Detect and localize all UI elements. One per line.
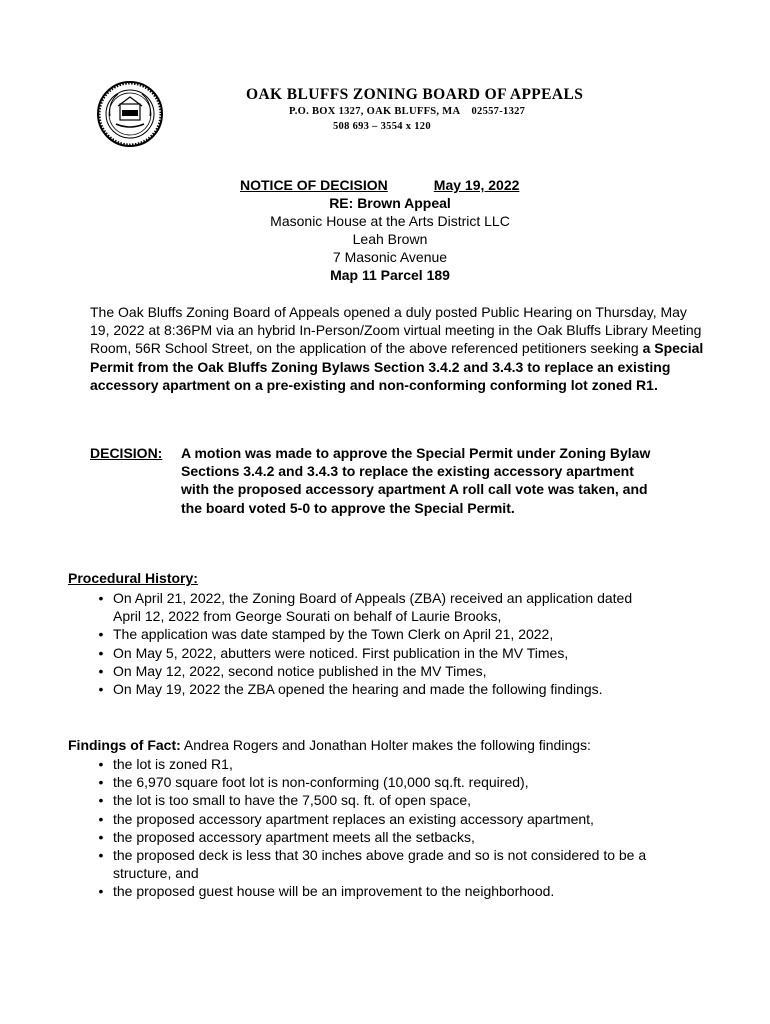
board-phone: 508 693 – 3554 x 120 — [333, 121, 431, 132]
notice-date: May 19, 2022 — [433, 177, 520, 193]
findings-heading: Findings of Fact: — [68, 737, 181, 753]
bullet-icon: • — [98, 590, 104, 606]
intro-paragraph — [90, 303, 710, 394]
list-item-text: On May 12, 2022, second notice published in the MV Times, — [113, 662, 487, 679]
notice-owner: Leah Brown — [352, 231, 428, 247]
bullet-icon: • — [98, 626, 104, 643]
decision-label: DECISION: — [90, 445, 163, 461]
intro-text: The Oak Bluffs Zoning Board of Appeals opened a duly posted Public Hearing on Thursday, May 19, 2022 at 8:36PM via an hybrid In-Person/Zoom virtual meeting in the Oak Bluffs Library Meeting Room, 56R School Street, on the application of the above referenced petitioners seeking — [90, 304, 702, 357]
list-item-text: On May 5, 2022, abutters were noticed. First publication in the MV Times, — [113, 644, 569, 661]
findings-list — [89, 755, 699, 901]
bullet-icon: • — [98, 681, 104, 698]
bullet-icon: • — [98, 756, 104, 772]
list-item-text: On May 19, 2022 the ZBA opened the hearing and made the following findings. — [113, 681, 603, 698]
board-name: OAK BLUFFS ZONING BOARD OF APPEALS — [246, 86, 584, 103]
list-item — [89, 680, 649, 698]
procedural-history-list — [89, 589, 649, 698]
notice-heading: NOTICE OF DECISION — [240, 177, 388, 193]
list-item-text: the lot is too small to have the 7,500 sq. ft. of open space, — [113, 792, 471, 809]
list-item-text: the lot is zoned R1, — [113, 756, 233, 772]
list-item — [89, 625, 649, 643]
bullet-icon: • — [98, 644, 104, 661]
findings-heading-line — [68, 737, 591, 753]
list-item-text: the proposed guest house will be an improvement to the neighborhood. — [113, 883, 555, 900]
notice-address: 7 Masonic Avenue — [332, 249, 448, 265]
list-item — [89, 773, 699, 791]
list-item-text: the proposed deck is less that 30 inches above grade and so is not considered to be a structure, and — [113, 847, 647, 882]
list-item-text: the proposed accessory apartment replaces an existing accessory apartment, — [113, 810, 594, 827]
findings-intro: Andrea Rogers and Jonathan Holter makes the following findings: — [180, 737, 591, 753]
bullet-icon: • — [98, 828, 104, 845]
list-item — [89, 662, 649, 680]
list-item — [89, 846, 699, 882]
bullet-icon: • — [98, 792, 104, 809]
bullet-icon: • — [98, 883, 104, 900]
list-item-text: The application was date stamped by the Town Clerk on April 21, 2022, — [113, 626, 554, 643]
town-seal-logo — [96, 80, 164, 148]
list-item — [89, 589, 649, 625]
list-item-text: On April 21, 2022, the Zoning Board of Appeals (ZBA) received an application dated April 12, 2022 from George Sourati on behalf of Laurie Brooks, — [113, 590, 633, 625]
list-item — [89, 644, 649, 662]
board-address: P.O. BOX 1327, OAK BLUFFS, MA 02557-1327 — [289, 106, 526, 117]
list-item — [89, 791, 699, 809]
notice-map-parcel: Map 11 Parcel 189 — [330, 267, 450, 283]
bullet-icon: • — [98, 662, 104, 679]
bullet-icon: • — [98, 810, 104, 827]
decision-text: A motion was made to approve the Special Permit under Zoning Bylaw Sections 3.4.2 and 3.4.3 to replace the existing accessory apartment with the proposed accessory apartment A roll call vote was taken, and the board voted 5-0 to approve the Special Permit. — [181, 445, 651, 516]
bullet-icon: • — [98, 847, 104, 864]
list-item — [89, 882, 699, 900]
procedural-history-heading: Procedural History: — [68, 570, 198, 586]
list-item-text: the 6,970 square foot lot is non-conforming (10,000 sq.ft. required), — [113, 774, 529, 791]
list-item — [89, 810, 699, 828]
bullet-icon: • — [98, 774, 104, 791]
list-item — [89, 755, 699, 773]
list-item — [89, 828, 699, 846]
notice-applicant: Masonic House at the Arts District LLC — [270, 213, 510, 229]
intro-bold-text: a Special Permit from the Oak Bluffs Zoning Bylaws Section 3.4.2 and 3.4.3 to replace an existing accessory apartment on a pre-existing and non-conforming conforming lot zoned R1. — [90, 340, 704, 393]
list-item-text: the proposed accessory apartment meets all the setbacks, — [113, 828, 475, 845]
notice-heading-line — [240, 177, 519, 193]
notice-re: RE: Brown Appeal — [329, 195, 451, 211]
